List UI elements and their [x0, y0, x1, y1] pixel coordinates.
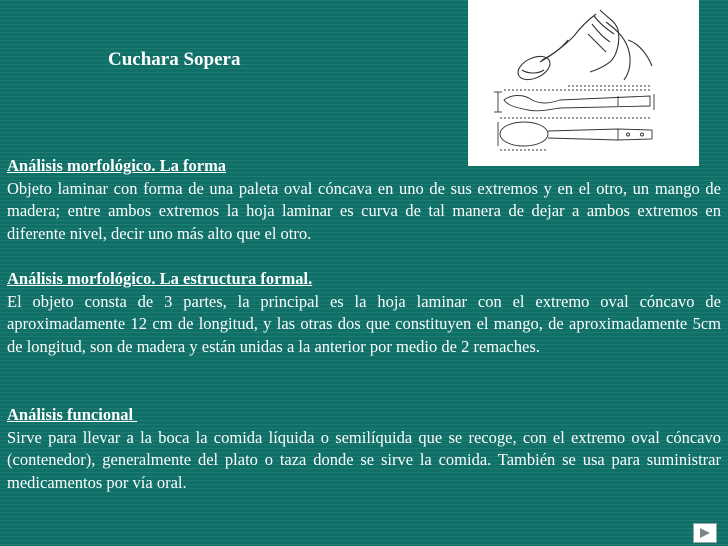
section-body: El objeto consta de 3 partes, la principal es la hoja laminar con el extremo oval cóncavo de aproximadamente 12 cm de longitud, y las otras dos que constituyen el mango, de aproximadamente 5cm de longitud, son de madera y están unidas a la anterior por medio de 2 remaches. — [7, 291, 721, 356]
spoon-top-view-drawing — [498, 118, 652, 150]
section-morphological-form — [7, 155, 721, 245]
spoon-illustration — [468, 0, 699, 166]
next-slide-button[interactable] — [693, 523, 717, 543]
next-slide-arrow-icon — [694, 524, 716, 542]
hand-holding-spoon-drawing — [514, 10, 652, 84]
section-heading: Análisis funcional — [7, 405, 138, 424]
section-body: Sirve para llevar a la boca la comida líquida o semilíquida que se recoge, con el extremo oval cóncavo (contenedor), generalmente del plato o taza donde se sirve la comida. También se usa para suministrar medicamentos por vía oral. — [7, 427, 721, 492]
section-functional-analysis — [7, 404, 721, 494]
section-heading: Análisis morfológico. La estructura formal. — [7, 269, 313, 288]
slide-title: Cuchara Sopera — [108, 49, 241, 70]
spoon-side-view-drawing — [494, 86, 654, 112]
section-formal-structure — [7, 268, 721, 358]
section-heading: Análisis morfológico. La forma — [7, 156, 227, 175]
section-body: Objeto laminar con forma de una paleta oval cóncava en uno de sus extremos y en el otro, un mango de madera; entre ambos extremos la hoja laminar es curva de tal manera de dejar a ambos extremos en diferente nivel, decir uno más alto que el otro. — [7, 178, 721, 243]
